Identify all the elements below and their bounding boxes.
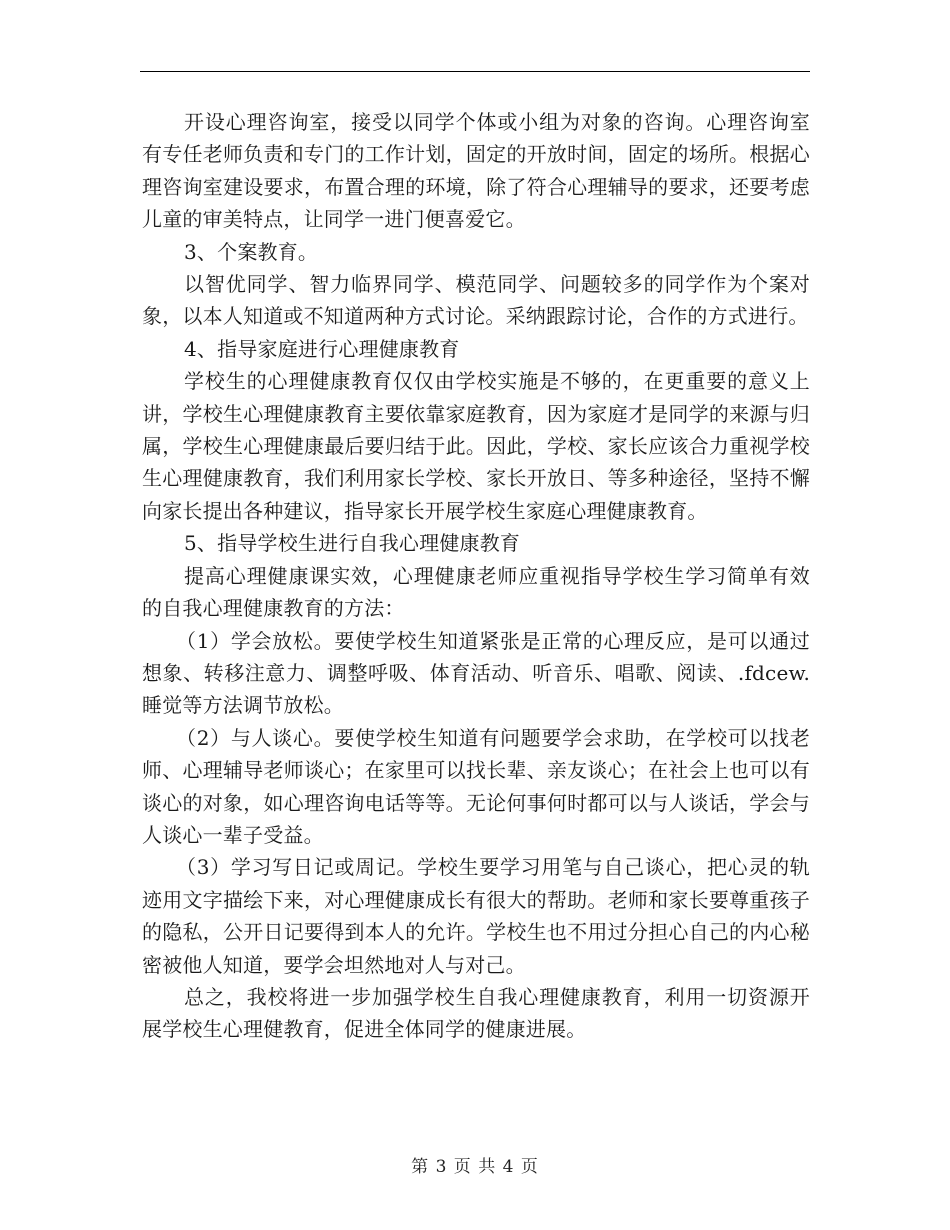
document-body [142, 106, 810, 1046]
heading-case-education: 3、个案教育。 [184, 239, 319, 264]
list-item-diary: （3）学习写日记或周记。学校生要学习用笔与自己谈心，把心灵的轨迹用文字描绘下来，对心理健康成长有很大的帮助。老师和家长要尊重孩子的隐私，公开日记要得到本人的允许。学校生也不用过分担心自己的内心秘密被他人知道，要学会坦然地对人与对己。 [142, 855, 810, 977]
header-rule [140, 71, 810, 72]
paragraph-conclusion: 总之，我校将进一步加强学校生自我心理健康教育，利用一切资源开展学校生心理健教育，促进全体同学的健康进展。 [142, 984, 810, 1042]
list-item-relax: （1）学会放松。要使学校生知道紧张是正常的心理反应，是可以通过想象、转移注意力、调整呼吸、体育活动、听音乐、唱歌、阅读、.fdcew.睡觉等方法调节放松。 [142, 628, 810, 718]
list-item-talk: （2）与人谈心。要使学校生知道有问题要学会求助，在学校可以找老师、心理辅导老师谈心；在家里可以找长辈、亲友谈心；在社会上也可以有谈心的对象，如心理咨询电话等等。无论何事何时都可以与人谈话，学会与人谈心一辈子受益。 [142, 725, 810, 847]
heading-self-education: 5、指导学校生进行自我心理健康教育 [184, 531, 521, 556]
paragraph-case-education: 以智优同学、智力临界同学、模范同学、问题较多的同学作为个案对象，以本人知道或不知道两种方式讨论。采纳跟踪讨论，合作的方式进行。 [142, 272, 810, 329]
heading-family-guidance: 4、指导家庭进行心理健康教育 [184, 336, 460, 361]
page-number-footer: 第 3 页 共 4 页 [411, 1157, 539, 1177]
paragraph-counseling-room: 开设心理咨询室，接受以同学个体或小组为对象的咨询。心理咨询室有专任老师负责和专门的工作计划，固定的开放时间，固定的场所。根据心理咨询室建设要求，布置合理的环境，除了符合心理辅导的要求，还要考虑儿童的审美特点，让同学一进门便喜爱它。 [142, 110, 810, 232]
paragraph-family-guidance: 学校生的心理健康教育仅仅由学校实施是不够的，在更重要的意义上讲，学校生心理健康教育主要依靠家庭教育，因为家庭才是同学的来源与归属，学校生心理健康最后要归结于此。因此，学校、家长应该合力重视学校生心理健康教育，我们利用家长学校、家长开放日、等多种途径，坚持不懈向家长提出各种建议，指导家长开展学校生家庭心理健康教育。 [142, 369, 810, 523]
paragraph-self-education: 提高心理健康课实效，心理健康老师应重视指导学校生学习简单有效的自我心理健康教育的方法： [142, 563, 810, 621]
